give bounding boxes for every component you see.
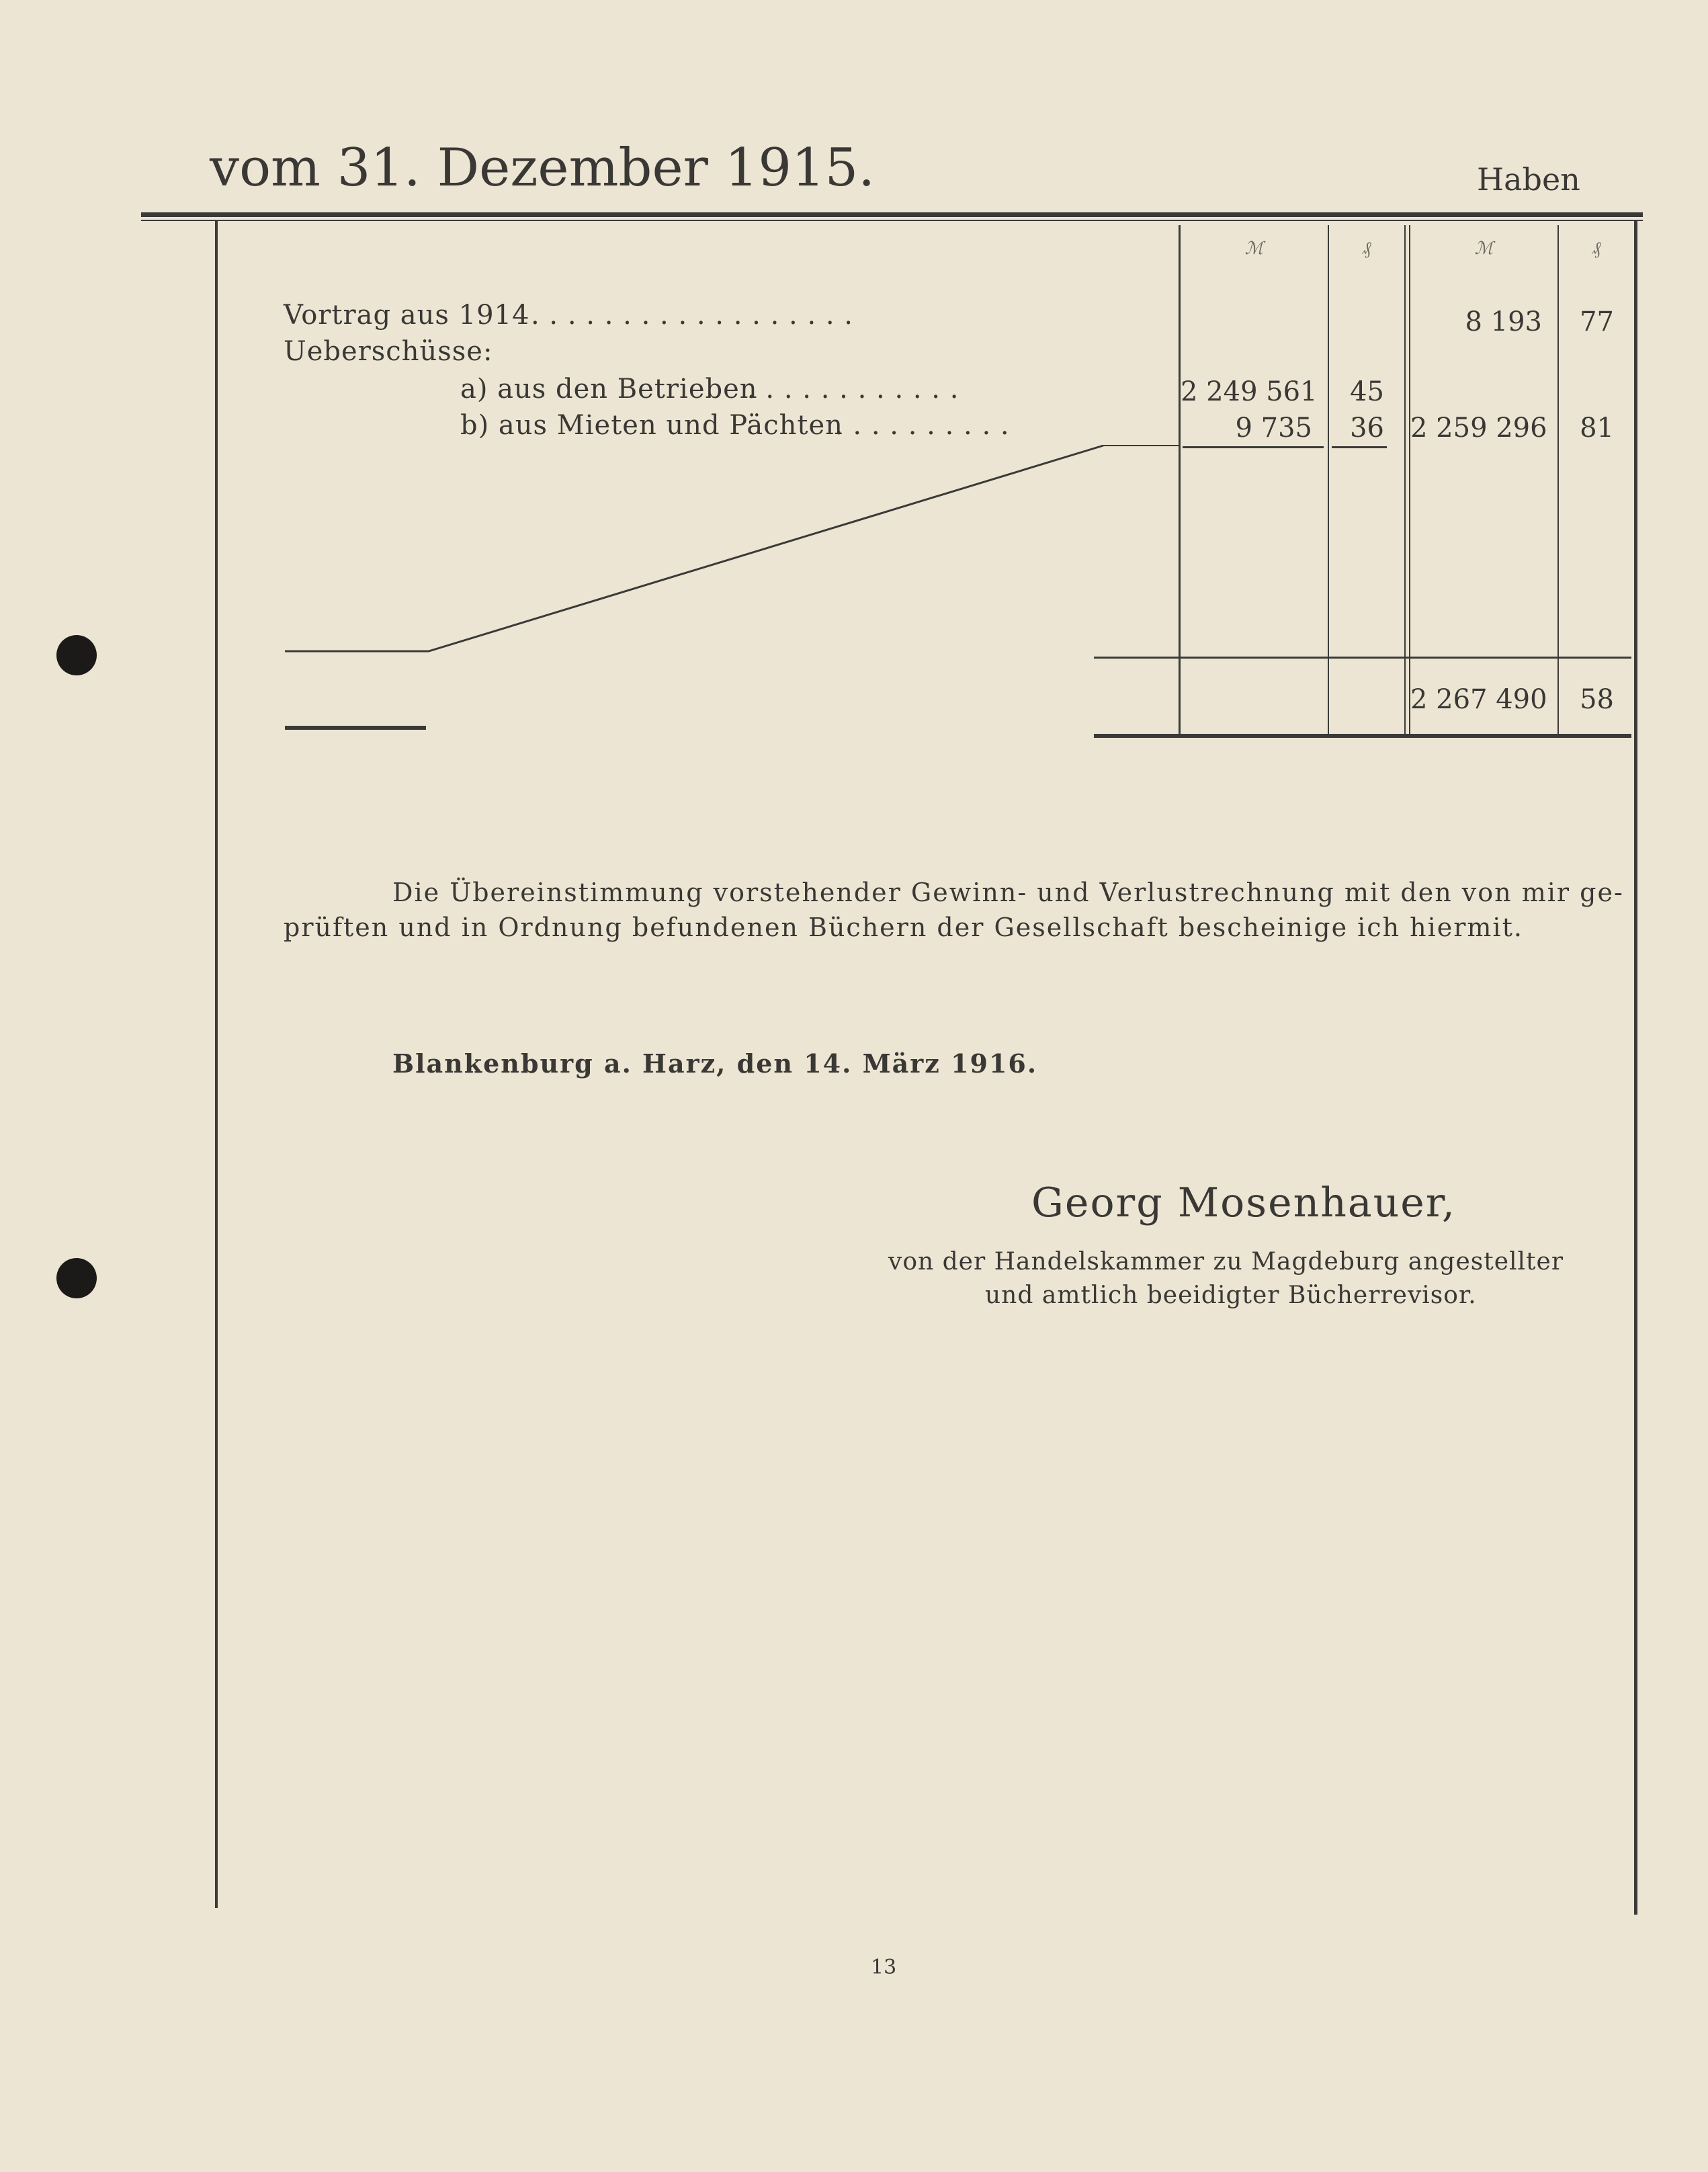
page-number: 13 bbox=[871, 1956, 897, 1979]
page-title: vom 31. Dezember 1915. bbox=[210, 138, 876, 198]
total-bottom-rule bbox=[1094, 734, 1631, 738]
unit-header-inner-sub: ₰ bbox=[1362, 239, 1371, 259]
entry-label: b) aus Mieten und Pächten bbox=[460, 410, 843, 441]
total-main-amount: 2 267 490 bbox=[1410, 684, 1547, 715]
subtotal-underline-sub bbox=[1332, 446, 1387, 448]
entry-label: a) aus den Betrieben bbox=[460, 374, 758, 405]
inner-sub-amount: 36 bbox=[1350, 413, 1384, 444]
signatory-role-1: von der Handelskammer zu Magdeburg angestellter bbox=[888, 1248, 1564, 1276]
inner-sub-amount: 45 bbox=[1350, 376, 1384, 407]
certification-line-1: Die Übereinstimmung vorstehender Gewinn- und Verlustrechnung mit den von mir ge- bbox=[392, 878, 1624, 907]
right-frame-line bbox=[1634, 221, 1637, 1915]
total-sub-amount: 58 bbox=[1580, 684, 1614, 715]
diagonal-strike-line bbox=[269, 440, 1115, 662]
unit-header-inner-main: ℳ bbox=[1244, 239, 1264, 259]
top-double-rule bbox=[141, 212, 1643, 217]
column-line-3b bbox=[1409, 225, 1410, 736]
certification-line-2: prüften und in Ordnung befundenen Büchern der Gesellschaft bescheinige ich hiermit. bbox=[284, 913, 1523, 942]
column-line-3a bbox=[1404, 225, 1406, 736]
top-thin-rule bbox=[141, 220, 1643, 221]
unit-header-outer-main: ℳ bbox=[1474, 239, 1494, 259]
outer-sub-amount: 77 bbox=[1580, 306, 1614, 337]
outer-main-amount: 2 259 296 bbox=[1410, 413, 1547, 444]
unit-header-outer-sub: ₰ bbox=[1592, 239, 1601, 259]
signatory-name: Georg Mosenhauer, bbox=[1031, 1179, 1456, 1226]
punch-hole-bottom bbox=[56, 1258, 97, 1298]
leader-dots: . . . . . . . . . . . . bbox=[747, 374, 959, 405]
haben-heading: Haben bbox=[1477, 161, 1580, 198]
place-date: Blankenburg a. Harz, den 14. März 1916. bbox=[392, 1048, 1038, 1079]
inner-main-amount: 9 735 bbox=[1235, 413, 1312, 444]
punch-hole-top bbox=[56, 635, 97, 675]
signatory-role-2: und amtlich beeidigter Bücherrevisor. bbox=[985, 1282, 1477, 1309]
column-line-1 bbox=[1179, 225, 1181, 736]
entry-label: Ueberschüsse: bbox=[284, 336, 493, 367]
outer-sub-amount: 81 bbox=[1580, 413, 1614, 444]
leader-dots: . . . . . . . . . . bbox=[835, 410, 1010, 441]
subtotal-underline-main bbox=[1183, 446, 1324, 448]
outer-main-amount: 8 193 bbox=[1465, 306, 1542, 337]
column-line-2 bbox=[1328, 225, 1329, 736]
total-top-rule bbox=[1094, 657, 1631, 659]
left-frame-line bbox=[215, 221, 218, 1908]
leader-dots: . . . . . . . . . . . . . . . . . . bbox=[531, 300, 854, 331]
inner-main-amount: 2 249 561 bbox=[1181, 376, 1318, 407]
left-total-rule bbox=[285, 726, 426, 730]
column-line-4 bbox=[1557, 225, 1559, 736]
entry-label: Vortrag aus 1914 bbox=[284, 300, 530, 331]
